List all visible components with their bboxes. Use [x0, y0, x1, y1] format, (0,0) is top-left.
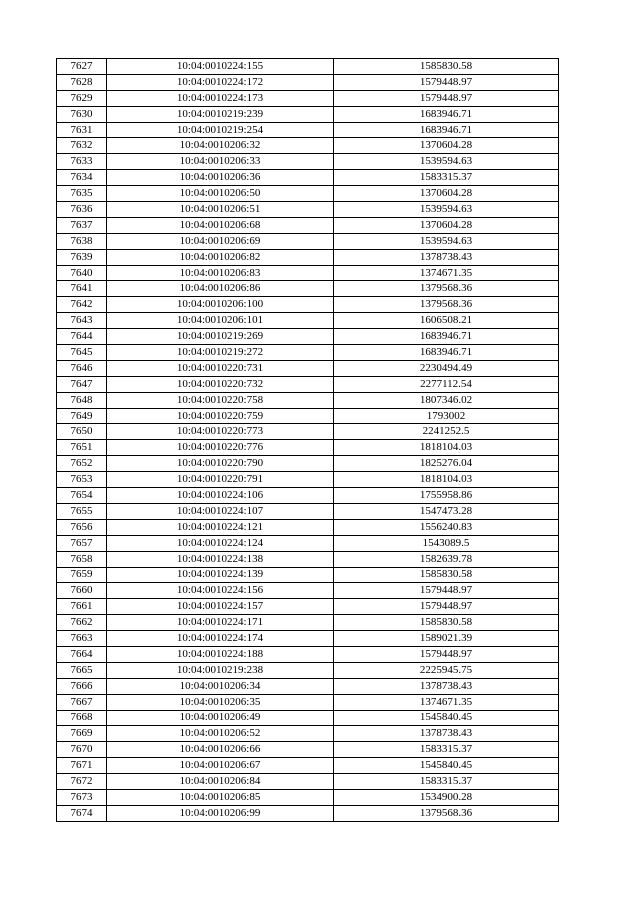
- cadastral-number-cell: 10:04:0010219:254: [107, 122, 334, 138]
- table-row: [57, 360, 559, 376]
- value-cell: 1539594.63: [334, 233, 559, 249]
- row-number-cell: 7662: [57, 615, 107, 631]
- table-row: [57, 599, 559, 615]
- value-cell: 1683946.71: [334, 122, 559, 138]
- value-cell: 2230494.49: [334, 360, 559, 376]
- value-cell: 1683946.71: [334, 329, 559, 345]
- value-cell: 1583315.37: [334, 170, 559, 186]
- cadastral-number-cell: 10:04:0010224:172: [107, 74, 334, 90]
- table-row: [57, 646, 559, 662]
- cadastral-number-cell: 10:04:0010220:773: [107, 424, 334, 440]
- row-number-cell: 7641: [57, 281, 107, 297]
- cadastral-number-cell: 10:04:0010220:791: [107, 472, 334, 488]
- cadastral-number-cell: 10:04:0010206:86: [107, 281, 334, 297]
- value-cell: 1825276.04: [334, 456, 559, 472]
- row-number-cell: 7643: [57, 313, 107, 329]
- table-row: [57, 376, 559, 392]
- table-row: [57, 249, 559, 265]
- table-row: [57, 440, 559, 456]
- table-row: [57, 122, 559, 138]
- cadastral-number-cell: 10:04:0010224:121: [107, 519, 334, 535]
- cadastral-number-cell: 10:04:0010206:34: [107, 678, 334, 694]
- cadastral-number-cell: 10:04:0010220:731: [107, 360, 334, 376]
- table-row: [57, 281, 559, 297]
- table-row: [57, 662, 559, 678]
- row-number-cell: 7656: [57, 519, 107, 535]
- value-cell: 1583315.37: [334, 774, 559, 790]
- table-row: [57, 138, 559, 154]
- cadastral-number-cell: 10:04:0010206:51: [107, 202, 334, 218]
- row-number-cell: 7633: [57, 154, 107, 170]
- table-row: [57, 551, 559, 567]
- table-row: [57, 694, 559, 710]
- row-number-cell: 7652: [57, 456, 107, 472]
- table-row: [57, 313, 559, 329]
- cadastral-number-cell: 10:04:0010206:84: [107, 774, 334, 790]
- value-cell: 2225945.75: [334, 662, 559, 678]
- cadastral-number-cell: 10:04:0010224:155: [107, 59, 334, 75]
- row-number-cell: 7632: [57, 138, 107, 154]
- table-row: [57, 217, 559, 233]
- value-cell: 1370604.28: [334, 138, 559, 154]
- row-number-cell: 7630: [57, 106, 107, 122]
- table-row: [57, 631, 559, 647]
- value-cell: 1579448.97: [334, 646, 559, 662]
- row-number-cell: 7646: [57, 360, 107, 376]
- value-cell: 1543089.5: [334, 535, 559, 551]
- value-cell: 1579448.97: [334, 74, 559, 90]
- cadastral-number-cell: 10:04:0010206:99: [107, 805, 334, 821]
- row-number-cell: 7647: [57, 376, 107, 392]
- value-cell: 1379568.36: [334, 281, 559, 297]
- row-number-cell: 7627: [57, 59, 107, 75]
- row-number-cell: 7672: [57, 774, 107, 790]
- row-number-cell: 7665: [57, 662, 107, 678]
- row-number-cell: 7637: [57, 217, 107, 233]
- table-row: [57, 233, 559, 249]
- row-number-cell: 7654: [57, 488, 107, 504]
- table-row: [57, 265, 559, 281]
- cadastral-number-cell: 10:04:0010206:101: [107, 313, 334, 329]
- cadastral-number-cell: 10:04:0010224:124: [107, 535, 334, 551]
- table-row: [57, 710, 559, 726]
- table-row: [57, 392, 559, 408]
- cadastral-number-cell: 10:04:0010224:173: [107, 90, 334, 106]
- row-number-cell: 7660: [57, 583, 107, 599]
- row-number-cell: 7653: [57, 472, 107, 488]
- value-cell: 1589021.39: [334, 631, 559, 647]
- table-row: [57, 488, 559, 504]
- table-row: [57, 503, 559, 519]
- value-cell: 1583315.37: [334, 742, 559, 758]
- row-number-cell: 7657: [57, 535, 107, 551]
- row-number-cell: 7650: [57, 424, 107, 440]
- row-number-cell: 7659: [57, 567, 107, 583]
- row-number-cell: 7663: [57, 631, 107, 647]
- cadastral-number-cell: 10:04:0010224:156: [107, 583, 334, 599]
- table-row: [57, 170, 559, 186]
- value-cell: 1807346.02: [334, 392, 559, 408]
- row-number-cell: 7671: [57, 758, 107, 774]
- cadastral-number-cell: 10:04:0010206:69: [107, 233, 334, 249]
- cadastral-number-cell: 10:04:0010206:67: [107, 758, 334, 774]
- cadastral-number-cell: 10:04:0010206:49: [107, 710, 334, 726]
- cadastral-number-cell: 10:04:0010224:188: [107, 646, 334, 662]
- table-row: [57, 424, 559, 440]
- row-number-cell: 7640: [57, 265, 107, 281]
- cadastral-number-cell: 10:04:0010220:776: [107, 440, 334, 456]
- row-number-cell: 7661: [57, 599, 107, 615]
- row-number-cell: 7648: [57, 392, 107, 408]
- table-row: [57, 789, 559, 805]
- row-number-cell: 7631: [57, 122, 107, 138]
- table-row: [57, 345, 559, 361]
- row-number-cell: 7666: [57, 678, 107, 694]
- value-cell: 2241252.5: [334, 424, 559, 440]
- value-cell: 1579448.97: [334, 583, 559, 599]
- value-cell: 1579448.97: [334, 90, 559, 106]
- cadastral-number-cell: 10:04:0010206:33: [107, 154, 334, 170]
- cadastral-number-cell: 10:04:0010224:157: [107, 599, 334, 615]
- row-number-cell: 7668: [57, 710, 107, 726]
- row-number-cell: 7670: [57, 742, 107, 758]
- value-cell: 1582639.78: [334, 551, 559, 567]
- row-number-cell: 7644: [57, 329, 107, 345]
- cadastral-number-cell: 10:04:0010206:82: [107, 249, 334, 265]
- value-cell: 1370604.28: [334, 186, 559, 202]
- cadastral-number-cell: 10:04:0010219:269: [107, 329, 334, 345]
- value-cell: 1793002: [334, 408, 559, 424]
- cadastral-number-cell: 10:04:0010206:36: [107, 170, 334, 186]
- table-row: [57, 742, 559, 758]
- value-cell: 1606508.21: [334, 313, 559, 329]
- cadastral-number-cell: 10:04:0010219:272: [107, 345, 334, 361]
- value-cell: 1379568.36: [334, 297, 559, 313]
- cadastral-number-cell: 10:04:0010224:106: [107, 488, 334, 504]
- row-number-cell: 7669: [57, 726, 107, 742]
- value-cell: 1378738.43: [334, 678, 559, 694]
- value-cell: 1545840.45: [334, 710, 559, 726]
- row-number-cell: 7651: [57, 440, 107, 456]
- value-cell: 1683946.71: [334, 345, 559, 361]
- table-row: [57, 106, 559, 122]
- cadastral-number-cell: 10:04:0010224:174: [107, 631, 334, 647]
- table-row: [57, 726, 559, 742]
- cadastral-number-cell: 10:04:0010206:68: [107, 217, 334, 233]
- value-cell: 1374671.35: [334, 694, 559, 710]
- cadastral-number-cell: 10:04:0010224:107: [107, 503, 334, 519]
- cadastral-number-cell: 10:04:0010224:171: [107, 615, 334, 631]
- table-row: [57, 472, 559, 488]
- value-cell: 1545840.45: [334, 758, 559, 774]
- value-cell: 1539594.63: [334, 154, 559, 170]
- cadastral-number-cell: 10:04:0010220:732: [107, 376, 334, 392]
- row-number-cell: 7674: [57, 805, 107, 821]
- table-row: [57, 805, 559, 821]
- cadastral-number-cell: 10:04:0010206:35: [107, 694, 334, 710]
- cadastral-number-cell: 10:04:0010206:66: [107, 742, 334, 758]
- row-number-cell: 7645: [57, 345, 107, 361]
- table-row: [57, 90, 559, 106]
- cadastral-number-cell: 10:04:0010206:50: [107, 186, 334, 202]
- table-row: [57, 186, 559, 202]
- table-row: [57, 329, 559, 345]
- cadastral-number-cell: 10:04:0010224:138: [107, 551, 334, 567]
- cadastral-number-cell: 10:04:0010220:758: [107, 392, 334, 408]
- value-cell: 1579448.97: [334, 599, 559, 615]
- value-cell: 1585830.58: [334, 567, 559, 583]
- value-cell: 1378738.43: [334, 726, 559, 742]
- row-number-cell: 7658: [57, 551, 107, 567]
- table-body: [57, 59, 559, 822]
- row-number-cell: 7642: [57, 297, 107, 313]
- table-row: [57, 519, 559, 535]
- table-row: [57, 567, 559, 583]
- row-number-cell: 7636: [57, 202, 107, 218]
- value-cell: 1683946.71: [334, 106, 559, 122]
- value-cell: 1585830.58: [334, 615, 559, 631]
- row-number-cell: 7629: [57, 90, 107, 106]
- row-number-cell: 7634: [57, 170, 107, 186]
- row-number-cell: 7635: [57, 186, 107, 202]
- cadastral-number-cell: 10:04:0010224:139: [107, 567, 334, 583]
- value-cell: 1556240.83: [334, 519, 559, 535]
- cadastral-number-cell: 10:04:0010206:52: [107, 726, 334, 742]
- table-row: [57, 678, 559, 694]
- table-row: [57, 154, 559, 170]
- value-cell: 1547473.28: [334, 503, 559, 519]
- value-cell: 2277112.54: [334, 376, 559, 392]
- table-row: [57, 408, 559, 424]
- cadastral-number-cell: 10:04:0010206:32: [107, 138, 334, 154]
- table-row: [57, 583, 559, 599]
- data-table: [56, 58, 559, 822]
- table-row: [57, 202, 559, 218]
- table-row: [57, 774, 559, 790]
- row-number-cell: 7638: [57, 233, 107, 249]
- cadastral-number-cell: 10:04:0010220:759: [107, 408, 334, 424]
- row-number-cell: 7664: [57, 646, 107, 662]
- cadastral-number-cell: 10:04:0010206:100: [107, 297, 334, 313]
- table-row: [57, 59, 559, 75]
- value-cell: 1534900.28: [334, 789, 559, 805]
- value-cell: 1585830.58: [334, 59, 559, 75]
- row-number-cell: 7673: [57, 789, 107, 805]
- row-number-cell: 7639: [57, 249, 107, 265]
- table-row: [57, 74, 559, 90]
- table-row: [57, 456, 559, 472]
- value-cell: 1378738.43: [334, 249, 559, 265]
- value-cell: 1818104.03: [334, 440, 559, 456]
- value-cell: 1374671.35: [334, 265, 559, 281]
- cadastral-number-cell: 10:04:0010206:85: [107, 789, 334, 805]
- row-number-cell: 7649: [57, 408, 107, 424]
- table-row: [57, 535, 559, 551]
- value-cell: 1370604.28: [334, 217, 559, 233]
- table-row: [57, 615, 559, 631]
- value-cell: 1755958.86: [334, 488, 559, 504]
- table-row: [57, 758, 559, 774]
- row-number-cell: 7628: [57, 74, 107, 90]
- value-cell: 1539594.63: [334, 202, 559, 218]
- cadastral-number-cell: 10:04:0010220:790: [107, 456, 334, 472]
- row-number-cell: 7667: [57, 694, 107, 710]
- table-row: [57, 297, 559, 313]
- value-cell: 1818104.03: [334, 472, 559, 488]
- value-cell: 1379568.36: [334, 805, 559, 821]
- cadastral-number-cell: 10:04:0010206:83: [107, 265, 334, 281]
- cadastral-number-cell: 10:04:0010219:238: [107, 662, 334, 678]
- row-number-cell: 7655: [57, 503, 107, 519]
- cadastral-number-cell: 10:04:0010219:239: [107, 106, 334, 122]
